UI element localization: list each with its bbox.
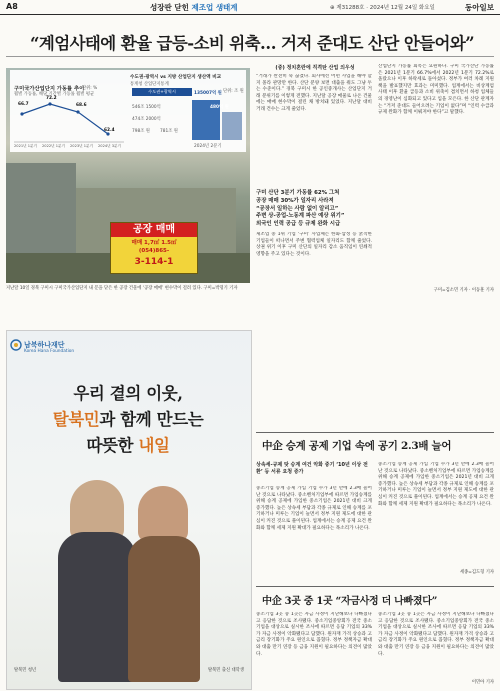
- article-byline: (중) 정치혼란에 직격탄 산업 의우성: [275, 65, 355, 71]
- bar-right-2: [222, 112, 242, 140]
- chart-panel: [10, 70, 246, 152]
- chart-left-title: 구미국가산업단지 가동률 추이: [14, 86, 85, 92]
- person-right-body: [128, 536, 200, 682]
- ad-line2: [6, 406, 250, 430]
- ad-line1: 우리 곁의 이웃,: [73, 384, 183, 403]
- newspaper-logo: 동아일보: [465, 3, 494, 12]
- story3-title: 中企 3곳 중 1곳 “자금사정 더 나빠졌다”: [262, 596, 438, 607]
- value-4: 62.4: [104, 128, 115, 133]
- value-1: 66.7: [18, 102, 29, 107]
- section-title-a: 성장판 닫힌: [150, 3, 189, 12]
- story2-sub: 상속세-규제 탓 승계 여건 악화 중기 ‘10년 이상 전환’ 등 서류 요청 증가: [256, 462, 368, 475]
- page-number: A8: [6, 2, 18, 11]
- chart-right-sub-right: 474조 2000억: [132, 117, 161, 122]
- page-header: [0, 0, 500, 15]
- person-right-head: [138, 486, 188, 542]
- person-left-body: [58, 532, 136, 682]
- year-2: 2022년 1분기: [42, 144, 65, 148]
- chart-right-axis-a: 798조 원: [132, 129, 150, 134]
- ad-line2-rest: 과 함께 만드는: [99, 410, 204, 429]
- chart-right-left-label: 수도권+광역시: [132, 88, 192, 96]
- sign-phone: 3-114-1: [134, 257, 174, 267]
- story2-body-cont: 중소기업 승계 공제 가입 기업 수가 3년 만에 2.3배 늘어난 것으로 나타났다. 중소벤처기업부에 따르면 가업승계를 위해 승계 공제에 가입한 중소기업은 2021년 대비 크게 증가했다. 높은 상속세 부담과 각종 규제로 인해 승계를 포기하거나 미루는 기업이 늘면서 정부 지원 제도에 대한 관심이 커진 것으로 풀이된다. 업계에서는 승계 공제 요건 완화와 함께 세제 지원 확대가 필요하다는 목소리가 나온다.: [378, 462, 494, 507]
- ad-logo: 남북하나재단: [24, 341, 65, 349]
- chart-right-right-value: 480억 원: [210, 105, 229, 110]
- foundation-logo-icon: [10, 339, 22, 351]
- story3-body-cont: 중소기업 3곳 중 1곳은 자금 사정이 지난해보다 나빠졌다고 응답한 것으로 조사됐다. 중소기업중앙회가 전국 중소기업을 대상으로 실시한 조사에 따르면 응답 기업의 33%가 자금 사정이 악화됐다고 답했다. 원자재 가격 상승과 고금리 장기화가 주요 원인으로 꼽혔다. 정부 정책자금 확대와 대출 만기 연장 등 금융 지원이 필요하다는 의견이 많았다.: [378, 612, 494, 657]
- story3-body: 중소기업 3곳 중 1곳은 자금 사정이 지난해보다 나빠졌다고 응답한 것으로 조사됐다. 중소기업중앙회가 전국 중소기업을 대상으로 실시한 조사에 따르면 응답 기업의 33%가 자금 사정이 악화됐다고 답했다. 원자재 가격 상승과 고금리 장기화가 주요 원인으로 꼽혔다. 정부 정책자금 확대와 대출 만기 연장 등 금융 지원이 필요하다는 의견이 많았다.: [256, 612, 372, 657]
- chart-right-note: 통계청 산업단지통계: [130, 82, 169, 87]
- point-2: [48, 102, 51, 105]
- story3-author: 이민아 기자: [471, 680, 494, 685]
- story2-author: 세종=김도형 기자: [459, 570, 494, 575]
- chart-right-sub-left: 546조 1500억: [132, 105, 161, 110]
- chart-left-unit: 단위: %: [82, 86, 98, 91]
- ad-caption-left: 탈북민 청년: [14, 668, 37, 673]
- point-1: [20, 112, 23, 115]
- section-title-b: 제조업 생태계: [191, 3, 238, 12]
- section-title: [150, 2, 238, 13]
- value-3: 68.6: [76, 103, 87, 108]
- chart-left-note: 월별 가동률, 해당 기간별 가동률 월별 평균: [14, 92, 95, 97]
- ad-caption-right: 탈북민 출신 대학생: [208, 668, 244, 673]
- headline-rule: [6, 56, 494, 57]
- year-3: 2023년 1분기: [70, 144, 93, 148]
- sign-line1: 매매 1,7㎡ 1.5㎡: [131, 240, 177, 246]
- chart-right-unit: 단위: 조 원: [223, 89, 244, 94]
- story2-rule: [256, 432, 494, 433]
- ad-logo-sub: Korea Hana Foundation: [24, 349, 75, 354]
- article-col1: “거래가 완전히 뚝 끊겼다. 회사에선 어떤 사업을 해야 할지 몰라 관망만 한다. 산단 분양 보면 대출을 줘도 그냥 두는 수준이다.” 경북 구미시 한 공인중개사는 산업단지 거래 분위기를 이렇게 전했다. 지난달 공장 매물로 나온 건물에는 매매 현수막이 걸린 채 방치돼 있었다. 지난달 대비 거래 건수는 크게 줄었다.: [256, 74, 372, 112]
- person-left-head: [70, 480, 124, 540]
- photo-caption: 지난달 10일 경북 구미시 구미국가산업단지 내 문을 닫은 한 공장 건물에 ‘공장 매매’ 현수막이 걸려 있다. 구미=박형기 기자: [6, 286, 238, 291]
- chart-right-axis-b: 781조 원: [160, 129, 178, 134]
- article-author: 구미=김소민 기자 · 이동훈 기자: [433, 288, 494, 293]
- story2-body: 중소기업 승계 공제 가입 기업 수가 3년 만에 2.3배 늘어난 것으로 나타났다. 중소벤처기업부에 따르면 가업승계를 위해 승계 공제에 가입한 중소기업은 2021년 대비 크게 증가했다. 높은 상속세 부담과 각종 규제로 인해 승계를 포기하거나 미루는 기업이 늘면서 정부 지원 제도에 대한 관심이 커진 것으로 풀이된다. 업계에서는 승계 공제 요건 완화와 함께 세제 지원 확대가 필요하다는 목소리가 나온다.: [256, 486, 372, 531]
- chart-right-left-value: 135007억 원: [194, 91, 222, 96]
- chart-right-note2: 2024년 2분기: [194, 144, 222, 149]
- ad-line3-a: 따뜻한: [86, 436, 139, 455]
- year-1: 2021년 1분기: [14, 144, 37, 148]
- chart-right-title: 수도권-광역시 vs 지방 산업단지 생산액 비교: [130, 75, 222, 80]
- story3-rule: [256, 586, 494, 587]
- article-col1b: 제조업 중 1위 기업 ‘구미’ 사업체는 한화·삼성 등 굵직한 기업들이 떠나면서 주변 협력업체 일자리도 함께 줄었다. 상권 위기 이후 구미 산단의 일자리 감소 움직임이 연쇄적 영향을 주고 있다는 것이다.: [256, 232, 372, 257]
- factory-sale-sign: [110, 222, 198, 274]
- sign-line2: (054)865-: [138, 248, 170, 254]
- ad-line3: [6, 432, 250, 456]
- main-headline: “계엄사태에 환율 급등-소비 위축… 거저 준대도 산단 안들어와”: [30, 34, 475, 53]
- value-2: 72.2: [46, 96, 57, 101]
- issue-meta: ⊕ 제31288호 · 2024년 12월 24일 화요일: [330, 5, 435, 11]
- article-subhead: 구미 산단 3분기 가동률 62% 그쳐 공장 매매 30%가 일자리 사라져 “공장서 일하는 사람 없이 알리고” 주변 상-공업-노동계 파산 예상 위기” 외국인 인력 공급 등 규제 완화 시급: [256, 190, 345, 228]
- story2-title: 中企 승계 공제 기업 속에 공기 2.3배 늘어: [262, 440, 452, 452]
- ad-line2-accent: 탈북민: [52, 410, 100, 429]
- ad-line3-accent: 내일: [138, 436, 170, 455]
- article-col2: 산업단지 가동률 회복은 요원하다. 구미 국가산단 가동률은 2021년 1분기 66.7%에서 2022년 1분기 72.2%로 올랐으나 이후 하락세로 돌아섰다. 정부가 여러 차례 지원책을 발표했지만 효과는 미미했다. 업계에서는 비상계엄 사태 이후 환율 급등과 소비 위축이 겹치면서 하청 업체들의 경영난이 심화되고 있다고 입을 모은다. 한 산단 관계자는 “거저 준대도 들어오려는 기업이 없다”며 “인력 수급과 규제 완화가 함께 이뤄져야 한다”고 말했다.: [378, 64, 494, 116]
- sign-title: 공장 매매: [111, 223, 197, 237]
- point-3: [76, 110, 79, 113]
- year-4: 2024년 3분기: [98, 144, 121, 148]
